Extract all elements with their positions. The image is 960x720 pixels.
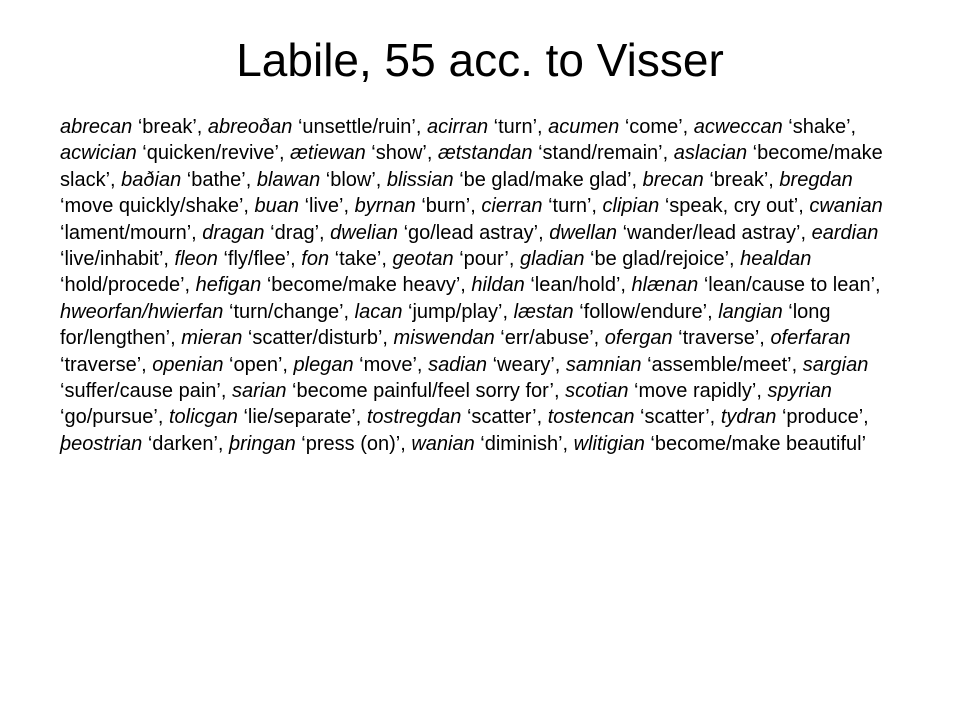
verb-gloss: ‘drag’,: [270, 221, 325, 244]
verb-gloss: ‘press (on)’,: [301, 432, 406, 455]
verb-entry: [294, 354, 423, 376]
verb-gloss: ‘blow’,: [325, 168, 382, 191]
verb-gloss: ‘lean/cause to lean’,: [703, 274, 881, 297]
verb-gloss: ‘fly/flee’,: [223, 248, 296, 271]
verb-gloss: ‘lament/mourn’,: [60, 221, 197, 244]
verb-term: sargian: [802, 353, 869, 376]
verb-entry: [181, 327, 388, 349]
verb-gloss: ‘err/abuse’,: [500, 327, 600, 350]
verb-gloss: ‘move quickly/shake’,: [60, 195, 249, 218]
verb-gloss: ‘diminish’,: [480, 432, 569, 455]
verb-term: spyrian: [767, 380, 832, 403]
verb-entry: [394, 327, 600, 349]
verb-gloss: ‘scatter’,: [466, 406, 543, 429]
verb-gloss: ‘turn’,: [548, 195, 597, 218]
verb-gloss: ‘take’,: [334, 248, 387, 271]
verb-gloss: ‘follow/endure’,: [579, 300, 713, 323]
verb-entry: [574, 433, 866, 455]
verb-term: tostencan: [547, 406, 635, 429]
verb-term: blissian: [386, 168, 454, 191]
verb-gloss: ‘become/make beautiful’: [650, 432, 867, 455]
verb-entry: [438, 142, 668, 164]
verb-entry: [605, 327, 765, 349]
verb-term: acwician: [60, 142, 137, 165]
verb-gloss: ‘wander/lead astray’,: [622, 221, 807, 244]
verb-term: blawan: [256, 168, 321, 191]
verb-term: fleon: [174, 248, 218, 271]
verb-term: hweorfan/hwierfan: [60, 300, 224, 323]
verb-entry: [301, 248, 387, 270]
verb-gloss: ‘show’,: [371, 142, 433, 165]
verb-term: ætstandan: [438, 142, 533, 165]
verb-entry: [255, 195, 350, 217]
verb-term: þringan: [229, 432, 296, 455]
verb-entry: [520, 248, 735, 270]
verb-entry: [60, 433, 223, 455]
verb-term: bregdan: [779, 168, 853, 191]
verb-entry: [548, 116, 688, 138]
verb-term: cwanian: [809, 195, 883, 218]
verb-term: acirran: [426, 116, 489, 138]
verb-term: oferfaran: [770, 327, 851, 350]
verb-gloss: ‘lean/hold’,: [530, 274, 626, 297]
verb-entry: [481, 195, 597, 217]
verb-gloss: ‘break’,: [137, 116, 203, 138]
verb-entry: [152, 354, 288, 376]
verb-term: clipian: [602, 195, 660, 218]
verb-entry: [121, 169, 251, 191]
verb-term: tolicgan: [168, 406, 238, 429]
verb-entry: [355, 195, 476, 217]
verb-term: gladian: [519, 248, 585, 271]
verb-term: dragan: [202, 221, 265, 244]
verb-entry: [643, 169, 774, 191]
verb-entry: [257, 169, 382, 191]
verb-entry: [632, 274, 881, 296]
verb-gloss: ‘live/inhabit’,: [60, 248, 169, 271]
verb-gloss: ‘quicken/revive’,: [142, 142, 285, 165]
verb-gloss: ‘unsettle/ruin’,: [297, 116, 422, 138]
verb-gloss: ‘lie/separate’,: [243, 406, 362, 429]
verb-entry: [290, 142, 432, 164]
verb-entry: [428, 354, 560, 376]
verb-entry: [202, 222, 324, 244]
verb-gloss: ‘go/lead astray’,: [403, 221, 544, 244]
verb-term: wanian: [411, 432, 475, 455]
verb-gloss: ‘break’,: [709, 168, 774, 191]
verb-entry: [60, 142, 285, 164]
verb-gloss: ‘suffer/cause pain’,: [60, 380, 227, 403]
verb-gloss: ‘pour’,: [459, 248, 515, 271]
verb-term: acweccan: [693, 116, 783, 138]
verb-gloss: ‘become painful/feel sorry for’,: [292, 380, 560, 403]
verb-term: buan: [254, 195, 300, 218]
verb-term: miswendan: [393, 327, 495, 350]
verb-term: hlænan: [631, 274, 699, 297]
verb-gloss: ‘long for/lengthen’,: [60, 300, 831, 350]
verb-entry: [514, 301, 713, 323]
verb-term: þeostrian: [60, 432, 143, 455]
verb-entry: [566, 354, 797, 376]
verb-term: tostregdan: [366, 406, 462, 429]
verb-gloss: ‘turn/change’,: [229, 300, 350, 323]
verb-gloss: ‘scatter/disturb’,: [247, 327, 388, 350]
verb-entry: [427, 116, 543, 138]
verb-entry: [565, 380, 762, 402]
verb-gloss: ‘become/make slack’,: [60, 142, 883, 191]
verb-entry: [60, 116, 202, 138]
verb-term: geotan: [392, 248, 454, 271]
verb-entry: [549, 222, 806, 244]
verb-gloss: ‘weary’,: [492, 353, 561, 376]
verb-term: abrecan: [60, 116, 133, 138]
verb-term: aslacian: [673, 142, 748, 165]
verb-entry: [471, 274, 626, 296]
verb-entry: [603, 195, 804, 217]
slide-title: Labile, 55 acc. to Visser: [236, 34, 724, 86]
verb-gloss: ‘be glad/rejoice’,: [590, 248, 735, 271]
verb-term: openian: [152, 353, 224, 376]
verb-term: byrnan: [354, 195, 416, 218]
verb-term: abreoðan: [207, 116, 293, 138]
verb-gloss: ‘traverse’,: [678, 327, 765, 350]
verb-term: mieran: [181, 327, 243, 350]
verb-list: [60, 114, 910, 457]
verb-entry: [60, 301, 349, 323]
verb-term: læstan: [513, 300, 574, 323]
verb-term: scotian: [565, 380, 629, 403]
verb-term: dwellan: [549, 221, 618, 244]
verb-gloss: ‘assemble/meet’,: [647, 353, 798, 376]
verb-entry: [196, 274, 466, 296]
verb-term: brecan: [642, 168, 704, 191]
verb-gloss: ‘go/pursue’,: [60, 406, 164, 429]
verb-entry: [548, 406, 716, 428]
verb-gloss: ‘bathe’,: [186, 168, 252, 191]
verb-entry: [694, 116, 856, 138]
verb-term: hefigan: [195, 274, 262, 297]
verb-term: cierran: [481, 195, 543, 218]
verb-term: acumen: [548, 116, 620, 138]
verb-gloss: ‘darken’,: [147, 432, 224, 455]
verb-term: baðian: [121, 168, 182, 191]
verb-gloss: ‘move’,: [359, 353, 423, 376]
verb-gloss: ‘turn’,: [493, 116, 543, 138]
verb-gloss: ‘come’,: [624, 116, 689, 138]
verb-gloss: ‘hold/procede’,: [60, 274, 191, 297]
verb-term: ætiewan: [290, 142, 366, 165]
verb-term: dwelian: [330, 221, 398, 244]
verb-entry: [355, 301, 508, 323]
verb-gloss: ‘stand/remain’,: [538, 142, 669, 165]
verb-term: fon: [301, 248, 330, 271]
verb-entry: [387, 169, 637, 191]
verb-entry: [367, 406, 542, 428]
verb-entry: [411, 433, 568, 455]
verb-term: plegan: [293, 353, 354, 376]
verb-entry: [330, 222, 543, 244]
verb-term: eardian: [811, 221, 879, 244]
verb-gloss: ‘scatter’,: [640, 406, 716, 429]
verb-gloss: ‘speak, cry out’,: [664, 195, 804, 218]
verb-gloss: ‘open’,: [229, 353, 288, 376]
verb-entry: [721, 406, 869, 428]
verb-term: sadian: [428, 353, 487, 376]
verb-term: healdan: [740, 248, 812, 271]
verb-entry: [392, 248, 514, 270]
verb-entry: [232, 380, 560, 402]
verb-entry: [208, 116, 422, 138]
verb-term: sarian: [231, 380, 287, 403]
verb-term: samnian: [565, 353, 642, 376]
verb-gloss: ‘move rapidly’,: [634, 380, 762, 403]
verb-gloss: ‘traverse’,: [60, 353, 147, 376]
verb-entry: [229, 433, 406, 455]
verb-gloss: ‘live’,: [304, 195, 350, 218]
verb-term: tydran: [720, 406, 777, 429]
verb-term: lacan: [354, 300, 403, 323]
verb-term: hildan: [471, 274, 525, 297]
verb-term: ofergan: [604, 327, 673, 350]
verb-gloss: ‘produce’,: [781, 406, 869, 429]
verb-entry: [175, 248, 296, 270]
verb-gloss: ‘become/make heavy’,: [266, 274, 466, 297]
verb-term: wlitigian: [573, 432, 645, 455]
verb-entry: [169, 406, 361, 428]
verb-gloss: ‘be glad/make glad’,: [459, 168, 638, 191]
verb-gloss: ‘shake’,: [788, 116, 857, 138]
verb-term: langian: [718, 300, 783, 323]
verb-gloss: ‘jump/play’,: [408, 300, 509, 323]
verb-gloss: ‘burn’,: [421, 195, 476, 218]
